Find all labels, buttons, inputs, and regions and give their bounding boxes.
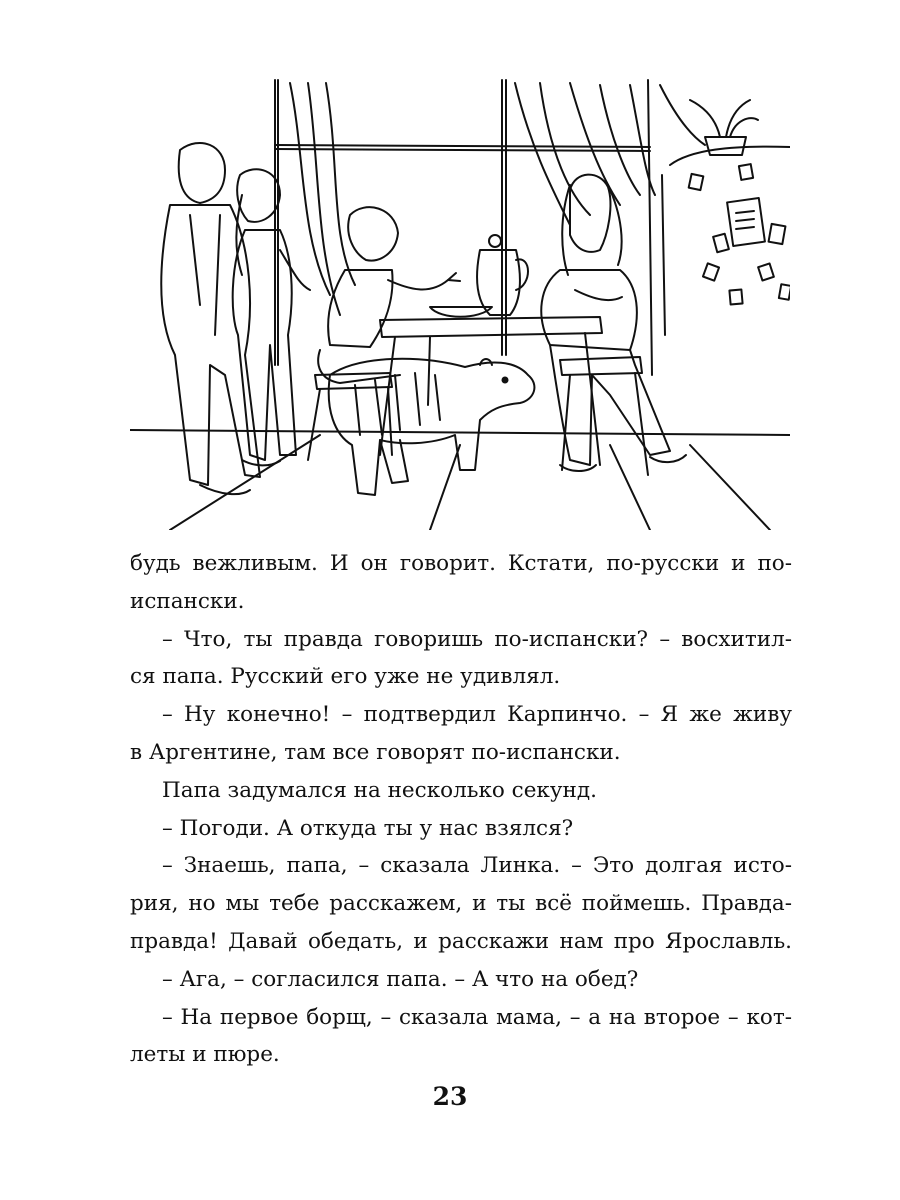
text-line: рия, но мы тебе расскажем, и ты всё поймешь. Правда-: [130, 891, 792, 917]
text-line: леты и пюре.: [130, 1042, 280, 1068]
text-line: ся папа. Русский его уже не удивлял.: [130, 664, 561, 690]
text-line: – Что, ты правда говоришь по-испански? – восхитил-: [162, 626, 792, 652]
text-line: – Ага, – согласился папа. – А что на обед?: [162, 966, 639, 992]
text-line: – Погоди. А откуда ты у нас взялся?: [162, 815, 574, 841]
text-line: будь вежливым. И он говорит. Кстати, по-русски и по-: [130, 551, 792, 576]
kitchen-scene-drawing: [130, 75, 790, 530]
text-line: – Знаешь, папа, – сказала Линка. – Это долгая исто-: [162, 853, 792, 879]
text-line: – Ну конечно! – подтвердил Карпинчо. – Я же живу: [162, 702, 792, 728]
text-line: – На первое борщ, – сказала мама, – а на второе – кот-: [162, 1004, 792, 1030]
page-number: 23: [432, 1082, 468, 1111]
text-line: в Аргентине, там все говорят по-испански.: [130, 739, 621, 765]
page-text: [130, 545, 792, 1074]
text-line: Папа задумался на несколько секунд.: [162, 777, 597, 803]
illustration: [130, 75, 790, 530]
text-line: правда! Давай обедать, и расскажи нам про Ярославль.: [130, 928, 792, 954]
text-line: испански.: [130, 588, 245, 614]
